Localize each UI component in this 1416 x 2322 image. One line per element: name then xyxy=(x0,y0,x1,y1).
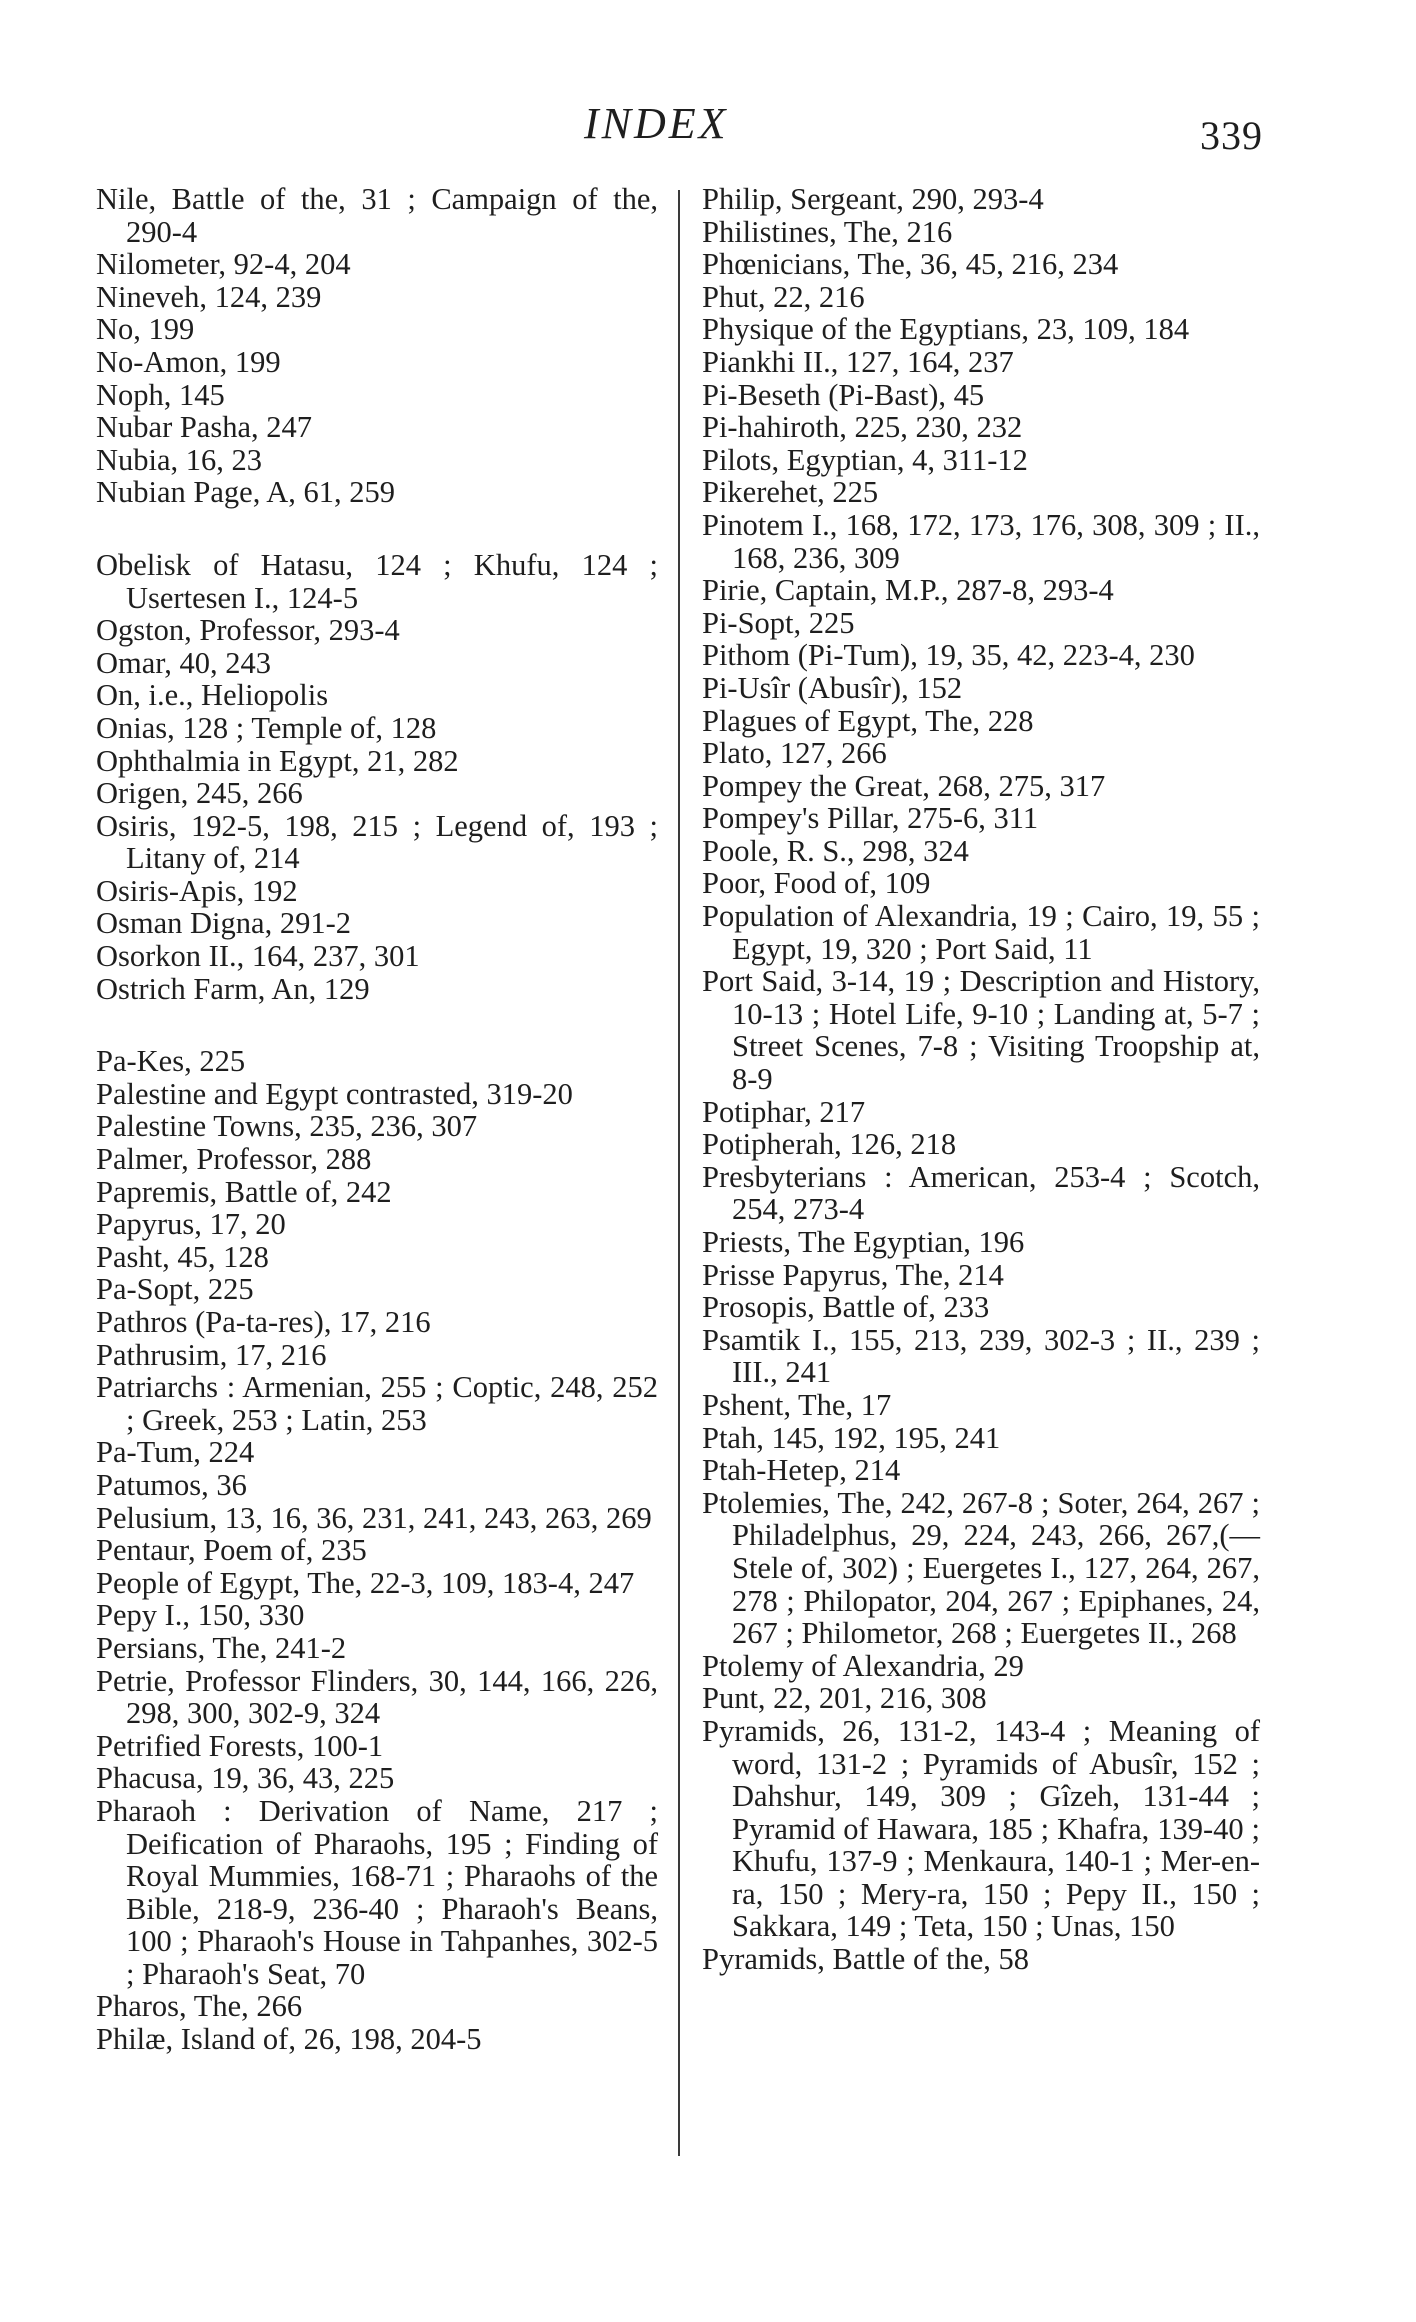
index-column-right xyxy=(702,183,1260,1976)
index-entry: Phœnicians, The, 36, 45, 216, 234 xyxy=(702,247,1119,282)
index-entry: Pyramids, 26, 131-2, 143-4 ; Meaning of word, 131-2 ; Pyramids of Abusîr, 152 ; Dahshur, 149, 309 ; Gîzeh, 131-44 ; Pyramid of Hawara, 185 ; Khafra, 139-40 ; Khufu, 137-9 ; Menkaura, 140-1 ; Mer-en-ra, 150 ; Mery-ra, 150 ; Pepy II., 150 ; Sakkara, 149 ; Teta, 150 ; Unas, 150 xyxy=(702,1713,1260,1944)
index-entry: Papyrus, 17, 20 xyxy=(96,1207,286,1242)
index-entry: Nilometer, 92-4, 204 xyxy=(96,247,351,282)
index-entry: Pepy I., 150, 330 xyxy=(96,1598,305,1633)
section-gap xyxy=(96,509,658,549)
index-entry: Obelisk of Hatasu, 124 ; Khufu, 124 ; Usertesen I., 124-5 xyxy=(96,547,658,615)
index-entry: Pithom (Pi-Tum), 19, 35, 42, 223-4, 230 xyxy=(702,638,1195,673)
index-entry: Prosopis, Battle of, 233 xyxy=(702,1290,990,1325)
index-entry: Port Said, 3-14, 19 ; Description and History, 10-13 ; Hotel Life, 9-10 ; Landing at, 5-7 ; Street Scenes, 7-8 ; Visiting Troopship at, 8-9 xyxy=(702,964,1260,1097)
index-entry: On, i.e., Heliopolis xyxy=(96,678,329,713)
index-entry: Potiphar, 217 xyxy=(702,1094,866,1129)
running-head: INDEX xyxy=(584,99,729,148)
page-number: 339 xyxy=(1200,113,1263,158)
index-entry: Ophthalmia in Egypt, 21, 282 xyxy=(96,743,459,778)
index-entry: Ptolemies, The, 242, 267-8 ; Soter, 264, 267 ; Philadelphus, 29, 224, 243, 266, 267,(—Stele of, 302) ; Euergetes I., 127, 264, 267, 278 ; Philopator, 204, 267 ; Epiphanes, 24, 267 ; Philometor, 268 ; Euergetes II., 268 xyxy=(702,1485,1260,1651)
index-entry: Pi-Beseth (Pi-Bast), 45 xyxy=(702,377,985,412)
index-entry: Physique of the Egyptians, 23, 109, 184 xyxy=(702,312,1190,347)
index-entry: Nile, Battle of the, 31 ; Campaign of the, 290-4 xyxy=(96,182,658,249)
index-entry: Psamtik I., 155, 213, 239, 302-3 ; II., 239 ; III., 241 xyxy=(702,1322,1260,1390)
index-entry: Ptah, 145, 192, 195, 241 xyxy=(702,1420,1001,1455)
index-entry: Pa-Tum, 224 xyxy=(96,1435,255,1470)
index-entry: Ogston, Professor, 293-4 xyxy=(96,613,400,648)
index-entry: Phut, 22, 216 xyxy=(702,279,865,314)
index-entry: Nineveh, 124, 239 xyxy=(96,279,322,314)
page-header xyxy=(0,98,1416,158)
index-entry: Poor, Food of, 109 xyxy=(702,866,931,901)
index-entry: Noph, 145 xyxy=(96,377,225,412)
index-entry: Pi-hahiroth, 225, 230, 232 xyxy=(702,410,1023,445)
index-entry: Origen, 245, 266 xyxy=(96,776,303,811)
index-entry: Pyramids, Battle of the, 58 xyxy=(702,1942,1029,1977)
index-entry: Nubar Pasha, 247 xyxy=(96,410,313,445)
column-divider xyxy=(678,190,680,2156)
index-entry: Patriarchs : Armenian, 255 ; Coptic, 248, 252 ; Greek, 253 ; Latin, 253 xyxy=(96,1370,658,1437)
index-entry: Osman Digna, 291-2 xyxy=(96,906,351,941)
index-entry: Plagues of Egypt, The, 228 xyxy=(702,703,1034,738)
index-entry: Presbyterians : American, 253-4 ; Scotch, 254, 273-4 xyxy=(702,1159,1260,1227)
index-entry: Phacusa, 19, 36, 43, 225 xyxy=(96,1761,395,1796)
index-entry: Palestine Towns, 235, 236, 307 xyxy=(96,1109,478,1144)
index-entry: Patumos, 36 xyxy=(96,1467,247,1502)
index-entry: Philæ, Island of, 26, 198, 204-5 xyxy=(96,2022,482,2057)
section-gap xyxy=(96,1005,658,1045)
index-entry: Osorkon II., 164, 237, 301 xyxy=(96,939,420,974)
index-entry: No-Amon, 199 xyxy=(96,344,281,379)
index-entry: Ptah-Hetep, 214 xyxy=(702,1453,901,1488)
index-entry: No, 199 xyxy=(96,312,195,347)
index-entry: Prisse Papyrus, The, 214 xyxy=(702,1257,1004,1292)
index-entry: Nubia, 16, 23 xyxy=(96,442,263,477)
index-entry: Osiris, 192-5, 198, 215 ; Legend of, 193 ; Litany of, 214 xyxy=(96,808,658,876)
index-entry: Pi-Sopt, 225 xyxy=(702,605,855,640)
index-entry: Pharaoh : Derivation of Name, 217 ; Deification of Pharaohs, 195 ; Finding of Royal Mummies, 168-71 ; Pharaohs of the Bible, 218-9, 236-40 ; Pharaoh's Beans, 100 ; Pharaoh's House in Tahpanhes, 302-5 ; Pharaoh's Seat, 70 xyxy=(96,1793,658,1991)
index-entry: Pelusium, 13, 16, 36, 231, 241, 243, 263, 269 xyxy=(96,1500,652,1535)
index-entry: Pa-Sopt, 225 xyxy=(96,1272,254,1307)
index-entry: Pentaur, Poem of, 235 xyxy=(96,1533,367,1568)
index-entry: Omar, 40, 243 xyxy=(96,645,271,680)
index-entry: People of Egypt, The, 22-3, 109, 183-4, 247 xyxy=(96,1565,635,1600)
index-entry: Philip, Sergeant, 290, 293-4 xyxy=(702,182,1044,216)
index-entry: Pathrusim, 17, 216 xyxy=(96,1337,327,1372)
index-entry: Piankhi II., 127, 164, 237 xyxy=(702,344,1014,379)
index-entry: Punt, 22, 201, 216, 308 xyxy=(702,1681,987,1716)
index-entry: Pathros (Pa-ta-res), 17, 216 xyxy=(96,1305,431,1339)
index-entry: Pompey's Pillar, 275-6, 311 xyxy=(702,801,1039,836)
index-entry: Population of Alexandria, 19 ; Cairo, 19, 55 ; Egypt, 19, 320 ; Port Said, 11 xyxy=(702,899,1260,966)
index-entry: Palmer, Professor, 288 xyxy=(96,1142,372,1177)
index-entry: Pinotem I., 168, 172, 173, 176, 308, 309 ; II., 168, 236, 309 xyxy=(702,507,1260,575)
index-entry: Pi-Usîr (Abusîr), 152 xyxy=(702,670,963,705)
index-entry: Papremis, Battle of, 242 xyxy=(96,1174,392,1209)
index-entry: Pasht, 45, 128 xyxy=(96,1239,269,1274)
index-entry: Pikerehet, 225 xyxy=(702,475,879,510)
index-entry: Pharos, The, 266 xyxy=(96,1989,303,2024)
index-entry: Ptolemy of Alexandria, 29 xyxy=(702,1648,1024,1683)
index-entry: Ostrich Farm, An, 129 xyxy=(96,971,370,1006)
index-entry: Pa-Kes, 225 xyxy=(96,1044,246,1079)
index-entry: Onias, 128 ; Temple of, 128 xyxy=(96,710,437,745)
index-entry: Palestine and Egypt contrasted, 319-20 xyxy=(96,1076,573,1111)
index-entry: Pilots, Egyptian, 4, 311-12 xyxy=(702,442,1028,477)
index-entry: Nubian Page, A, 61, 259 xyxy=(96,475,396,510)
index-entry: Pshent, The, 17 xyxy=(702,1387,892,1422)
index-entry: Petrie, Professor Flinders, 30, 144, 166, 226, 298, 300, 302-9, 324 xyxy=(96,1663,658,1731)
index-entry: Pirie, Captain, M.P., 287-8, 293-4 xyxy=(702,573,1114,608)
index-entry: Pompey the Great, 268, 275, 317 xyxy=(702,768,1106,803)
index-entry: Osiris-Apis, 192 xyxy=(96,873,298,908)
index-entry: Petrified Forests, 100-1 xyxy=(96,1728,384,1763)
index-entry: Potipherah, 126, 218 xyxy=(702,1127,957,1162)
index-entry: Priests, The Egyptian, 196 xyxy=(702,1225,1025,1259)
index-column-left xyxy=(96,183,658,2056)
index-entry: Persians, The, 241-2 xyxy=(96,1630,347,1665)
index-entry: Philistines, The, 216 xyxy=(702,214,953,249)
index-entry: Poole, R. S., 298, 324 xyxy=(702,833,969,868)
index-entry: Plato, 127, 266 xyxy=(702,736,887,771)
